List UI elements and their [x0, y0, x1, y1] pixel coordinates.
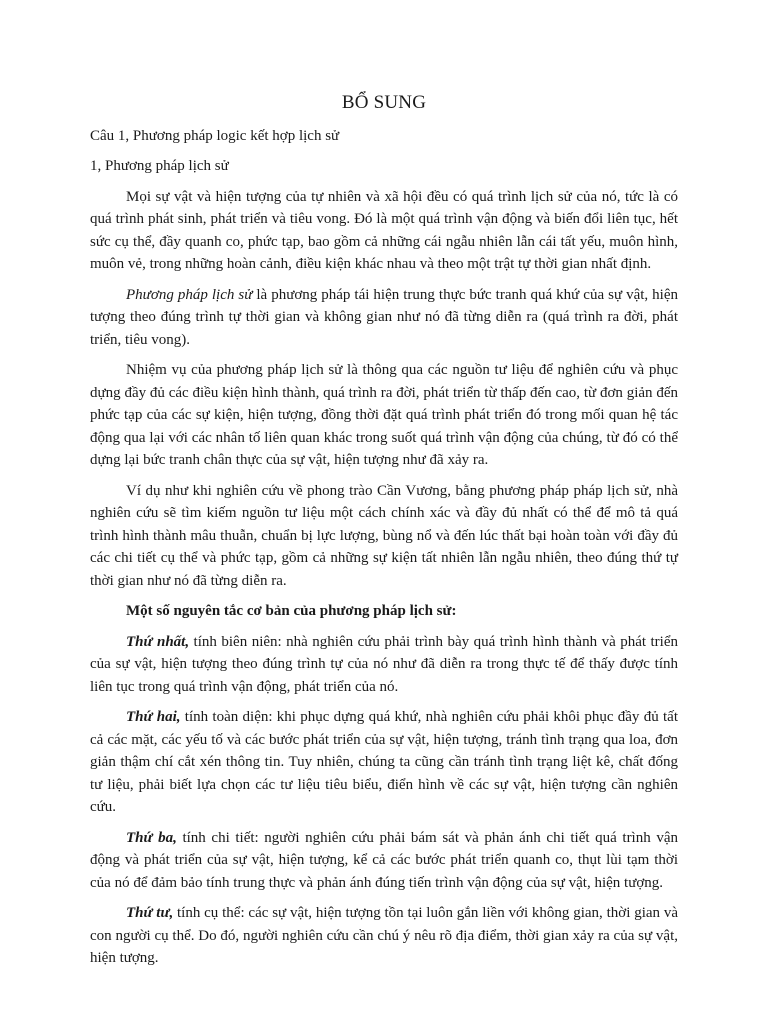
question-heading: Câu 1, Phương pháp logic kết hợp lịch sử [90, 127, 340, 144]
definition-text: là phương pháp tái hiện trung thực bức tranh quá khứ của sự vật, hiện tượng theo đúng trình tự thời gian và không gian như nó đã từng diễn ra (quá trình ra đời, phát triển, tiêu vong). [90, 286, 678, 348]
principle-text: tính toàn diện: khi phục dựng quá khứ, nhà nghiên cứu phải khôi phục đầy đủ tất cả các mặt, các yếu tố và các bước phát triển của sự vật, hiện tượng, tránh tình trạng qua loa, đơn giản thậm chí cắt xén thông tin. Tuy nhiên, chúng ta cũng cần tránh tình trạng liệt kê, chất đống tư liệu, phải biết lựa chọn các tư liệu tiêu biểu, điển hình về các sự vật, hiện tượng cần nghiên cứu. [90, 709, 678, 815]
principle-text: tính cụ thể: các sự vật, hiện tượng tồn tại luôn gắn liền với không gian, thời gian và con người cụ thể. Do đó, người nghiên cứu cần chú ý nêu rõ địa điểm, thời gian xảy ra của sự vật, hiện tượng. [90, 905, 678, 966]
principles-heading-text: Một số nguyên tắc cơ bản của phương pháp lịch sử: [126, 603, 457, 619]
principle-item [90, 902, 678, 970]
principle-text: tính chi tiết: người nghiên cứu phải bám sát và phản ánh chi tiết quá trình vận động và phát triển của sự vật, hiện tượng, kể cả các bước phát triển quanh co, thụt lùi tạm thời của nó để đảm bảo tính trung thực và phản ánh đúng tiến trình vận động của sự vật, hiện tượng. [90, 829, 678, 891]
term-phuong-phap-lich-su: Phương pháp lịch sử [126, 286, 253, 303]
paragraph-intro: Mọi sự vật và hiện tượng của tự nhiên và xã hội đều có quá trình lịch sử của nó, tức là có quá trình phát sinh, phát triển và tiêu vong. Đó là một quá trình vận động và biến đổi liên tục, hết sức cụ thể, đầy quanh co, phức tạp, bao gồm cả những cái ngẫu nhiên lẫn cái tất yếu, muôn hình, muôn vẻ, trong những hoàn cảnh, điều kiện khác nhau và theo một trật tự thời gian nhất định. [90, 188, 678, 272]
principle-item [90, 827, 678, 895]
paragraph-example: Ví dụ như khi nghiên cứu về phong trào Cần Vương, bằng phương pháp pháp lịch sử, nhà nghiên cứu sẽ tìm kiếm nguồn tư liệu một cách chính xác và đầy đủ nhất có thể để mô tả quá trình hình thành mâu thuẫn, chuẩn bị lực lượng, bùng nổ và đến lúc thất bại hoàn toàn với đầy đủ các chi tiết cụ thể và phức tạp, gồm cả những sự kiện tất nhiên lẫn ngẫu nhiên, theo đúng thứ tự thời gian như nó đã từng diễn ra. [90, 482, 678, 589]
principle-item [90, 631, 678, 699]
paragraph-definition [90, 284, 678, 352]
principle-text: tính biên niên: nhà nghiên cứu phải trình bày quá trình hình thành và phát triển của sự vật, hiện tượng theo đúng trình tự của nó như đã diễn ra trong thực tế để thấy được tính liên tục trong quá trình vận động, phát triển của nó. [90, 633, 679, 695]
section-heading: 1, Phương pháp lịch sử [90, 158, 229, 174]
principle-lead: Thứ nhất, [126, 633, 190, 650]
paragraph-tasks: Nhiệm vụ của phương pháp lịch sử là thông qua các nguồn tư liệu để nghiên cứu và phục dựng đầy đủ các điều kiện hình thành, quá trình ra đời, phát triển từ thấp đến cao, từ đơn giản đến phức tạp của các sự kiện, hiện tượng, đồng thời đặt quá trình phát triển đó trong mối quan hệ tác động qua lại với các nhân tố liên quan khác trong suốt quá trình vận động của chúng, từ đó có thể dựng lại bức tranh chân thực của sự vật, hiện tượng như đã xảy ra. [90, 362, 678, 468]
document-title: BỔ SUNG [341, 92, 427, 113]
principle-lead: Thứ ba, [126, 829, 177, 846]
principle-lead: Thứ hai, [126, 709, 181, 725]
principle-item [90, 706, 678, 819]
principles-heading [90, 600, 678, 623]
principle-lead: Thứ tư, [126, 905, 174, 921]
